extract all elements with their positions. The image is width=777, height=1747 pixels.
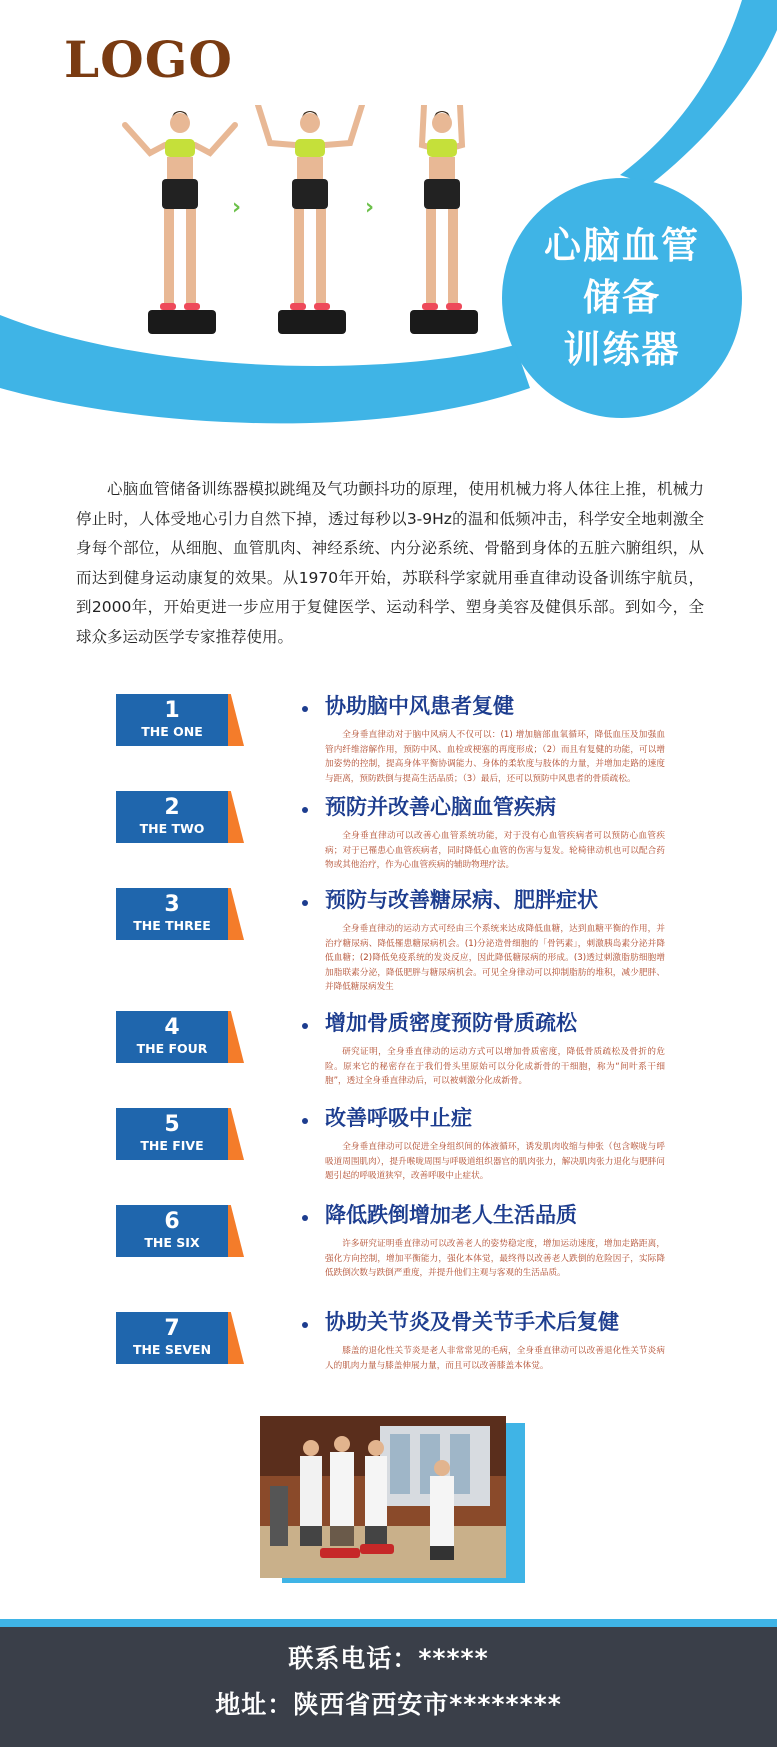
badge-label: THE THREE [133, 918, 211, 933]
benefit-description: 全身垂直律动可以促进全身组织间的体液循环，诱发肌肉收缩与伸张（包含喉咙与呼吸道周围肌肉），提升喉咙周围与呼吸道组织器官的肌肉张力，解决肌肉张力退化与肥胖问题引起的呼吸道狭窄，改善呼吸中止症状。 [325, 1142, 665, 1181]
benefit-title: 降低跌倒增加老人生活品质 [325, 1203, 577, 1227]
chevron-right-icon: › [232, 195, 242, 220]
badge-label: THE ONE [141, 724, 203, 739]
badge-label: THE TWO [139, 821, 205, 836]
woman-figure-2 [250, 105, 370, 345]
bullet-icon [302, 1118, 308, 1124]
number-badge [116, 888, 228, 940]
footer [0, 1627, 777, 1747]
benefit-description: 全身垂直律动的运动方式可经由三个系统来达成降低血糖，达到血糖平衡的作用，并治疗糖尿病、降低罹患糖尿病机会。(1)分泌造骨细胞的「骨钙素」，刺激胰岛素分泌并降低血糖；(2)降低免疫系统的发炎反应，因此降低糖尿病的形成。(3)透过刺激脂肪细胞增加脂联素分泌，降低肥胖与糖尿病机会。可见全身律动可以抑制脂肪的堆积，减少肥胖、并降低糖尿病发生 [325, 924, 665, 992]
benefit-description: 许多研究证明垂直律动可以改善老人的姿势稳定度，增加运动速度，增加走路距离，强化方向控制，增加平衡能力，强化本体觉，最终得以改善老人跌倒的危险因子，实际降低跌倒次数与跌倒严重度，并提升他们主观与客观的生活品质。 [325, 1239, 665, 1278]
bullet-icon [302, 1023, 308, 1029]
badge-label: THE SIX [144, 1235, 200, 1250]
product-figures [120, 105, 500, 345]
benefit-description: 全身垂直律动对于脑中风病人不仅可以：(1) 增加脑部血氧循环，降低血压及加强血管内纤维溶解作用，预防中风、血栓或梗塞的再度形成；（2）而且有复健的功能，可以增加姿势的控制，提高身体平衡协调能力、身体的柔软度与肢体的力量，并增加走路的速度与距离，预防跌倒与提高生活品质；（3）最后，还可以预防中风患者的骨质疏松。 [325, 730, 665, 784]
benefit-title: 增加骨质密度预防骨质疏松 [325, 1011, 577, 1035]
contact-phone: 联系电话：***** [288, 1644, 489, 1673]
bullet-icon [302, 1322, 308, 1328]
title-line-1: 心脑血管 [544, 224, 700, 267]
title-line-2: 储备 [583, 276, 661, 319]
badge-number: 6 [164, 1209, 180, 1234]
chevron-right-icon: › [365, 195, 375, 220]
woman-figure-1 [120, 105, 240, 345]
bullet-icon [302, 900, 308, 906]
contact-address: 地址：陕西省西安市******** [215, 1690, 562, 1719]
benefit-title: 预防并改善心脑血管疾病 [325, 795, 556, 819]
bullet-icon [302, 1215, 308, 1221]
number-badge [116, 1312, 228, 1364]
intro-paragraph: 心脑血管储备训练器模拟跳绳及气功颤抖功的原理，使用机械力将人体往上推，机械力停止时，人体受地心引力自然下掉，透过每秒以3-9Hz的温和低频冲击，科学安全地刺激全身每个部位，从细胞、血管肌肉、神经系统、内分泌系统、骨骼到身体的五脏六腑组织，从而达到健身运动康复的效果。从1970年开始，苏联科学家就用垂直律动设备训练宇航员，到2000年，开始更进一步应用于复健医学、运动科学、塑身美容及健俱乐部。到如今，全球众多运动医学专家推荐使用。 [76, 480, 704, 646]
clinic-photo [260, 1416, 506, 1578]
benefit-title: 预防与改善糖尿病、肥胖症状 [325, 888, 598, 912]
title-line-3: 训练器 [563, 328, 681, 371]
benefit-description: 全身垂直律动可以改善心血管系统功能，对于没有心血管疾病者可以预防心血管疾病；对于已罹患心血管疾病者，同时降低心血管的伤害与复发。轮椅律动机也可以配合药物或其他治疗，作为心血管疾病的辅助物理疗法。 [325, 831, 665, 870]
number-badge [116, 1108, 228, 1160]
benefit-title: 改善呼吸中止症 [325, 1106, 472, 1130]
badge-label: THE FOUR [136, 1041, 208, 1056]
footer-stripe [0, 1619, 777, 1627]
bullet-icon [302, 807, 308, 813]
badge-number: 3 [164, 892, 180, 917]
number-badge [116, 1205, 228, 1257]
product-title-circle [502, 178, 742, 418]
bullet-icon [302, 706, 308, 712]
logo: LOGO [64, 30, 233, 89]
number-badge [116, 791, 228, 843]
badge-number: 5 [164, 1112, 180, 1137]
number-badge [116, 1011, 228, 1063]
badge-number: 1 [164, 698, 180, 723]
badge-label: THE FIVE [140, 1138, 204, 1153]
badge-number: 4 [164, 1015, 180, 1040]
badge-label: THE SEVEN [132, 1342, 212, 1357]
number-badge [116, 694, 228, 746]
badge-number: 2 [164, 795, 180, 820]
benefit-title: 协助关节炎及骨关节手术后复健 [325, 1310, 619, 1334]
benefit-description: 膝盖的退化性关节炎是老人非常常见的毛病，全身垂直律动可以改善退化性关节炎病人的肌肉力量与膝盖伸展力量，而且可以改善膝盖本体觉。 [325, 1346, 665, 1371]
benefit-title: 协助脑中风患者复健 [325, 694, 514, 718]
woman-figure-3 [382, 105, 502, 345]
benefit-description: 研究证明，全身垂直律动的运动方式可以增加骨质密度，降低骨质疏松及骨折的危险。原来它的秘密存在于我们骨头里原始可以分化成新骨的干细胞，称为“间叶系干细胞”，透过全身垂直律动后，可以被刺激分化成新骨。 [325, 1047, 665, 1086]
badge-number: 7 [164, 1316, 180, 1341]
